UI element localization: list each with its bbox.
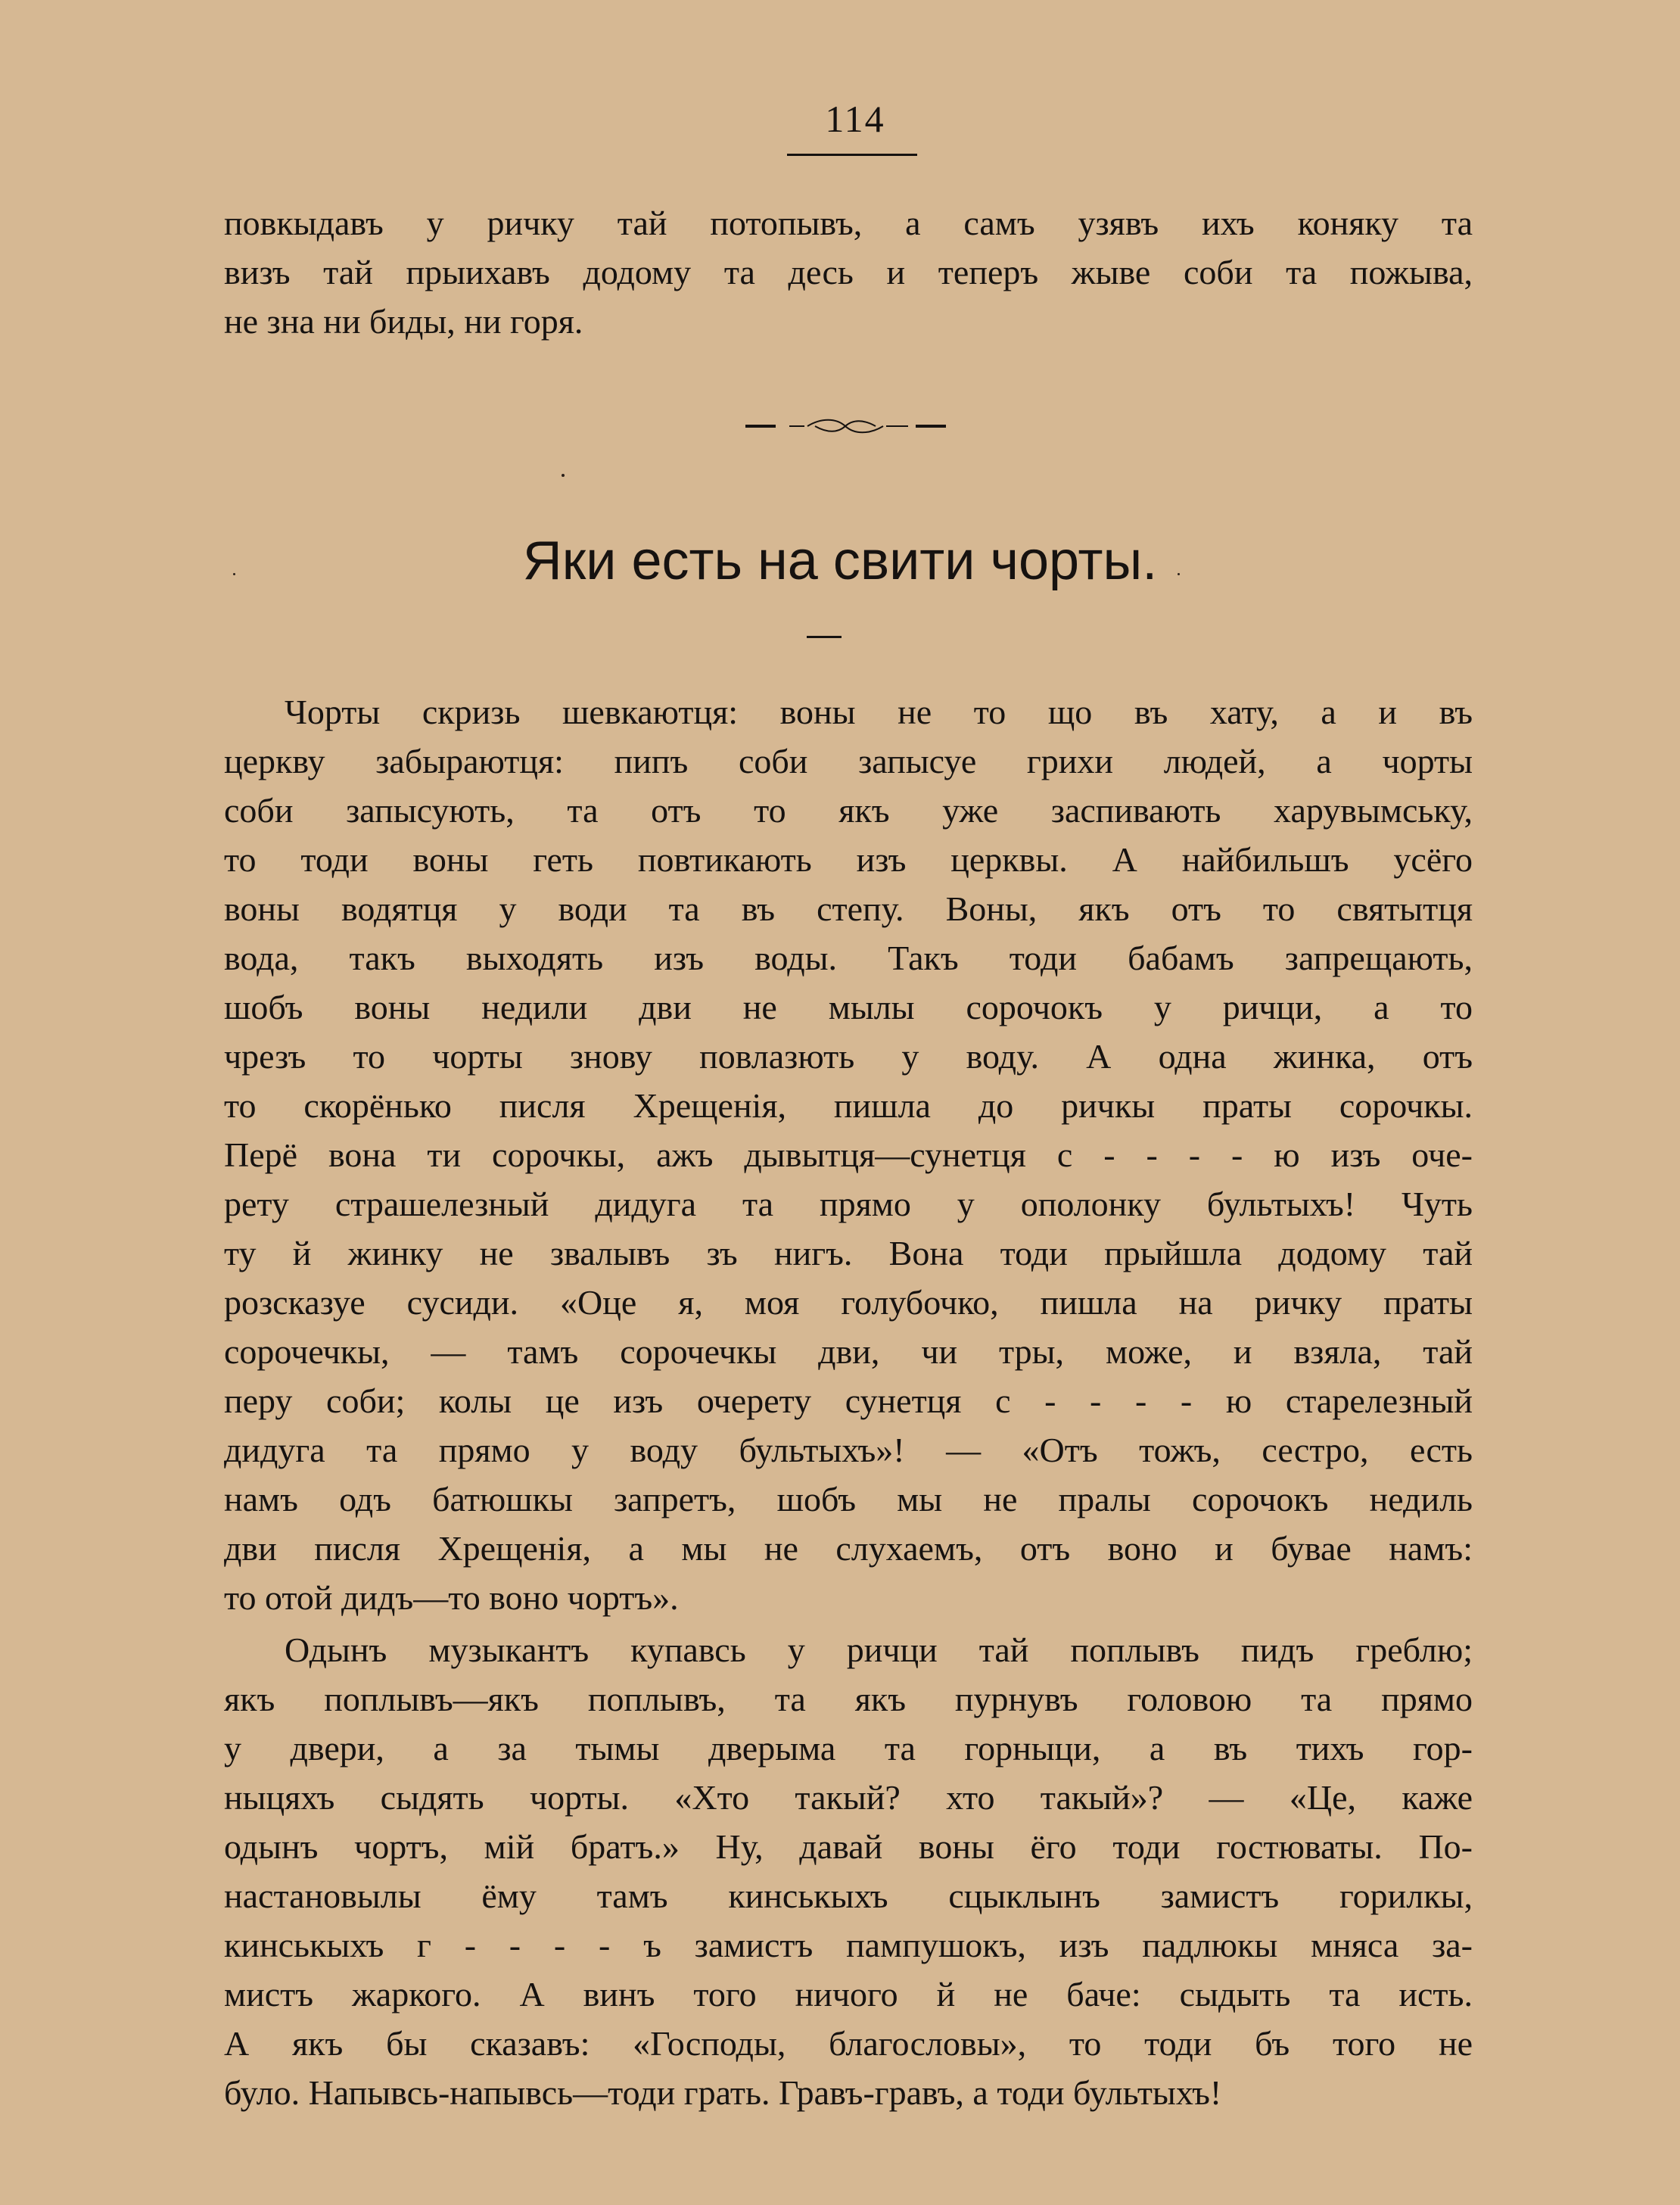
paragraph-1 xyxy=(224,687,1473,1622)
text-line: кинськыхъ г - - - - ъ замистъ пампушокъ, изъ падлюкы мняса за- xyxy=(224,1926,1473,1964)
text-line: А якъ бы сказавъ: «Господы, благословы», то тоди бъ того не xyxy=(224,2024,1473,2063)
paragraph-2 xyxy=(224,1625,1473,2117)
section-title: Яки есть на свити чорты. xyxy=(522,531,1158,591)
text-line: визъ тай прыихавъ додому та десь и теперъ жыве соби та пожыва, xyxy=(224,253,1473,291)
print-speck xyxy=(1178,573,1180,575)
text-line: чрезъ то чорты знову повлазють у воду. А одна жинка, отъ xyxy=(224,1037,1473,1076)
page-number-underline xyxy=(787,154,917,156)
text-line: у двери, а за тымы дверыма та горныци, а въ тихъ гор- xyxy=(224,1729,1473,1767)
text-line: якъ поплывъ—якъ поплывъ, та якъ пурнувъ головою та прямо xyxy=(224,1680,1473,1718)
text-line: воны водятця у води та въ степу. Воны, якъ отъ то святытця xyxy=(224,889,1473,928)
text-line: сорочечкы, — тамъ сорочечкы дви, чи тры, може, и взяла, тай xyxy=(224,1332,1473,1371)
text-line: Чорты скризь шевкаютця: воны не то що въ хату, а и въ xyxy=(285,693,1473,731)
text-line: ныцяхъ сыдять чорты. «Хто такый? хто такый»? — «Це, каже xyxy=(224,1778,1473,1817)
text-line: церкву забыраютця: пипъ соби запысуе грихи людей, а чорты xyxy=(224,742,1473,780)
top-paragraph xyxy=(224,198,1473,346)
ornament-divider xyxy=(745,415,946,438)
print-speck xyxy=(233,573,235,575)
text-line: повкыдавъ у ричку тай потопывъ, а самъ узявъ ихъ коняку та xyxy=(224,204,1473,242)
text-line: розсказуе сусиди. «Оце я, моя голубочко, пишла на ричку праты xyxy=(224,1283,1473,1322)
text-line: рету страшелезный дидуга та прямо у ополонку бультыхъ! Чуть xyxy=(224,1185,1473,1223)
text-line: то отой дидъ—то воно чортъ». xyxy=(224,1578,679,1617)
text-line: не зна ни биды, ни горя. xyxy=(224,302,583,341)
text-line: соби запысують, та отъ то якъ уже заспивають харувымську, xyxy=(224,791,1473,830)
page-number: 114 xyxy=(825,98,885,140)
text-line: намъ одъ батюшкы запретъ, шобъ мы не пралы сорочокъ недиль xyxy=(224,1480,1473,1518)
text-line: перу соби; колы це изъ очерету сунетця с - - - - ю старелезный xyxy=(224,1381,1473,1420)
text-line: настановылы ёму тамъ кинськыхъ сцыклынъ замистъ горилкы, xyxy=(224,1876,1473,1915)
print-speck xyxy=(562,474,565,477)
text-line: мистъ жаркого. А винъ того ничого й не баче: сыдыть та исть. xyxy=(224,1975,1473,2013)
text-line: дви писля Хрещенія, а мы не слухаемъ, отъ воно и бувае намъ: xyxy=(224,1529,1473,1568)
text-line: вода, такъ выходять изъ воды. Такъ тоди бабамъ запрещають, xyxy=(224,939,1473,977)
text-line: Одынъ музыкантъ купавсь у ричци тай поплывъ пидъ греблю; xyxy=(285,1630,1473,1669)
text-line: Перё вона ти сорочкы, ажъ дывытця—сунетця с - - - - ю изъ оче- xyxy=(224,1135,1473,1174)
text-line: одынъ чортъ, мій братъ.» Ну, давай воны ёго тоди гостюваты. По- xyxy=(224,1827,1473,1866)
text-line: було. Напывсь-напывсь—тоди грать. Гравъ-гравъ, а тоди бультыхъ! xyxy=(224,2073,1222,2112)
title-underline xyxy=(807,636,842,638)
text-line: то скорёнько писля Хрещенія, пишла до ричкы праты сорочкы. xyxy=(224,1086,1473,1125)
text-line: то тоди воны геть повтикають изъ церквы. А найбильшъ усёго xyxy=(224,840,1473,879)
text-line: дидуга та прямо у воду бультыхъ»! — «Отъ тожъ, сестро, есть xyxy=(224,1431,1473,1469)
text-line: шобъ воны недили дви не мылы сорочокъ у ричци, а то xyxy=(224,988,1473,1026)
text-line: ту й жинку не звалывъ зъ нигъ. Вона тоди прыйшла додому тай xyxy=(224,1234,1473,1272)
